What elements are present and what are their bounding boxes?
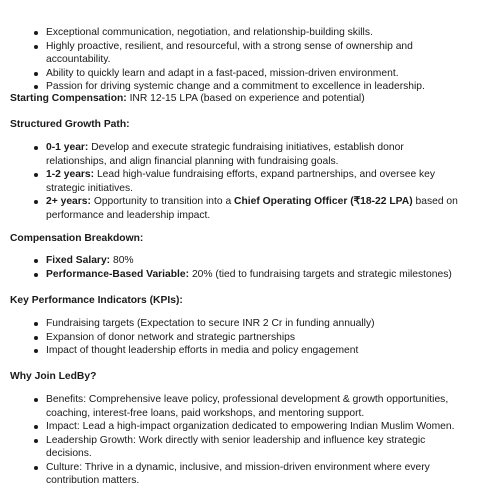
kpi-list [0, 317, 484, 358]
list-item: Passion for driving systemic change and a commitment to excellence in leadership. [0, 80, 484, 94]
list-item: Impact of thought leadership efforts in media and policy engagement [0, 344, 484, 358]
compensation-list [0, 254, 484, 281]
list-item: Ability to quickly learn and adapt in a fast-paced, mission-driven environment. [0, 67, 484, 81]
list-item: Exceptional communication, negotiation, and relationship-building skills. [0, 26, 484, 40]
list-item: 0-1 year: Develop and execute strategic fundraising initiatives, establish donor relationships, and align financial planning with fundraising goals. [0, 141, 484, 168]
growth-path-heading: Structured Growth Path: [10, 119, 130, 130]
kpi-heading: Key Performance Indicators (KPIs): [10, 295, 183, 306]
compensation-heading: Compensation Breakdown: [10, 233, 144, 244]
list-item: Fixed Salary: 80% [0, 254, 484, 268]
list-item: Culture: Thrive in a dynamic, inclusive, and mission-driven environment where every contribution matters. [0, 461, 484, 488]
list-item: Leadership Growth: Work directly with senior leadership and influence key strategic decisions. [0, 434, 484, 461]
starting-compensation-label: Starting Compensation: [10, 93, 127, 104]
top-bullet-list [0, 26, 484, 94]
list-item: Fundraising targets (Expectation to secure INR 2 Cr in funding annually) [0, 317, 484, 331]
list-item: Expansion of donor network and strategic partnerships [0, 331, 484, 345]
list-item: Performance-Based Variable: 20% (tied to fundraising targets and strategic milestones) [0, 268, 484, 282]
why-join-list [0, 393, 484, 488]
list-item: Highly proactive, resilient, and resourceful, with a strong sense of ownership and accountability. [0, 40, 484, 67]
list-item: Impact: Lead a high-impact organization dedicated to empowering Indian Muslim Women. [0, 420, 484, 434]
list-item: 2+ years: Opportunity to transition into a Chief Operating Officer (₹18-22 LPA) based on performance and leadership impact. [0, 195, 484, 222]
starting-compensation [10, 92, 365, 106]
starting-compensation-text: INR 12-15 LPA (based on experience and potential) [126, 93, 365, 104]
why-join-heading: Why Join LedBy? [10, 371, 97, 382]
list-item: Benefits: Comprehensive leave policy, professional development & growth opportunities, coaching, interest-free loans, paid workshops, and mentoring support. [0, 393, 484, 420]
list-item: 1-2 years: Lead high-value fundraising efforts, expand partnerships, and oversee key strategic initiatives. [0, 168, 484, 195]
growth-path-list [0, 141, 484, 222]
